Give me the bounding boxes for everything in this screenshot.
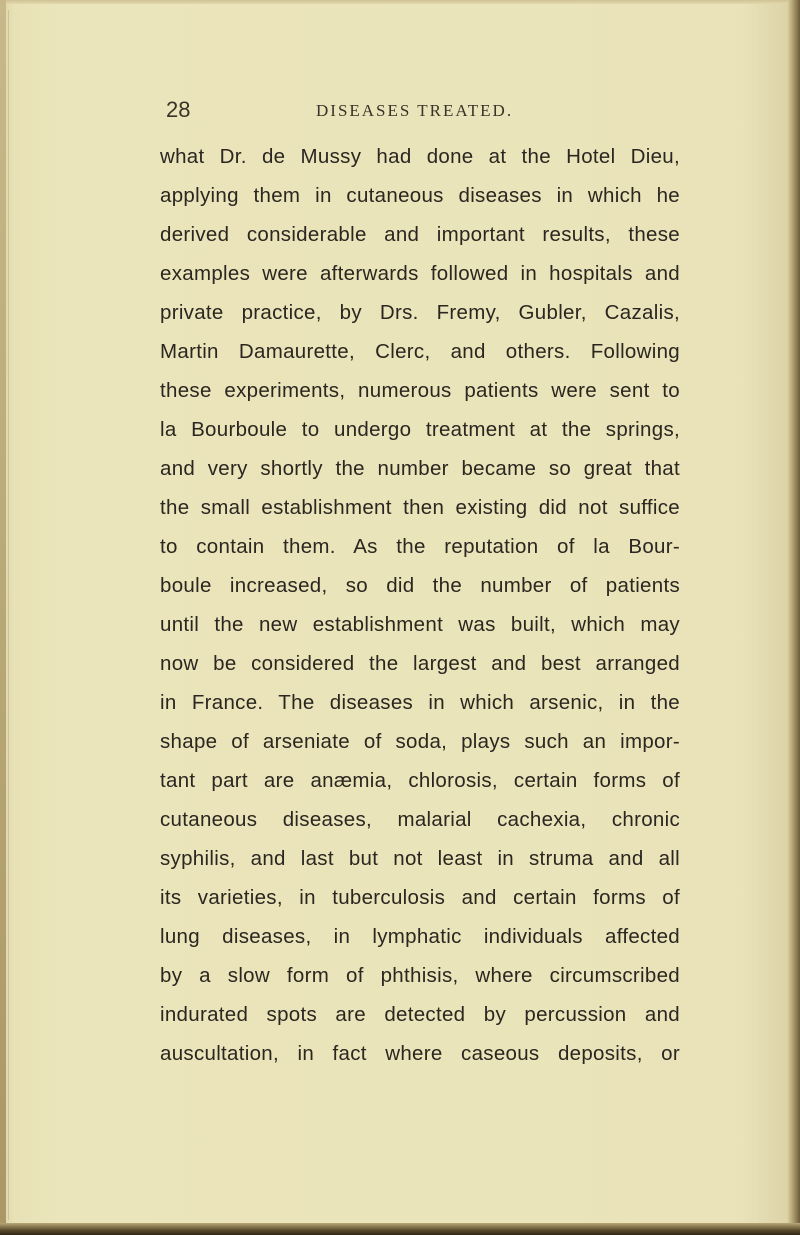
page-top-edge (0, 0, 800, 4)
text-line: the small establishment then existing did not suffice (160, 496, 680, 519)
text-line: la Bourboule to undergo treatment at the springs, (160, 418, 680, 441)
page-right-edge (788, 0, 800, 1235)
page-bottom-edge (0, 1223, 800, 1235)
body-text (160, 137, 680, 1073)
text-line: private practice, by Drs. Fremy, Gubler, Cazalis, (160, 301, 680, 324)
text-line: tant part are anæmia, chlorosis, certain forms of (160, 769, 680, 792)
text-line: applying them in cutaneous diseases in which he (160, 184, 680, 207)
text-line: these experiments, numerous patients were sent to (160, 379, 680, 402)
page-spine-edge (0, 0, 6, 1235)
text-line: derived considerable and important results, these (160, 223, 680, 246)
text-line: its varieties, in tuberculosis and certain forms of (160, 886, 680, 909)
text-line: to contain them. As the reputation of la Bour- (160, 535, 680, 558)
text-line: until the new establishment was built, which may (160, 613, 680, 636)
text-line: auscultation, in fact where caseous deposits, or (160, 1042, 680, 1065)
text-line: indurated spots are detected by percussion and (160, 1003, 680, 1026)
text-line: and very shortly the number became so great that (160, 457, 680, 480)
text-line: by a slow form of phthisis, where circumscribed (160, 964, 680, 987)
page-number: 28 (166, 97, 191, 122)
text-line: in France. The diseases in which arsenic, in the (160, 691, 680, 714)
text-line: cutaneous diseases, malarial cachexia, chronic (160, 808, 680, 831)
text-line: lung diseases, in lymphatic individuals affected (160, 925, 680, 948)
text-line: examples were afterwards followed in hospitals and (160, 262, 680, 285)
text-line: shape of arseniate of soda, plays such an impor- (160, 730, 680, 753)
text-line: Martin Damaurette, Clerc, and others. Following (160, 340, 680, 363)
text-line: what Dr. de Mussy had done at the Hotel Dieu, (160, 145, 680, 168)
text-line: boule increased, so did the number of patients (160, 574, 680, 597)
text-line: now be considered the largest and best arranged (160, 652, 680, 675)
running-head: DISEASES TREATED. (316, 101, 514, 120)
page-gutter-line (8, 10, 9, 1220)
text-line: syphilis, and last but not least in struma and all (160, 847, 680, 870)
